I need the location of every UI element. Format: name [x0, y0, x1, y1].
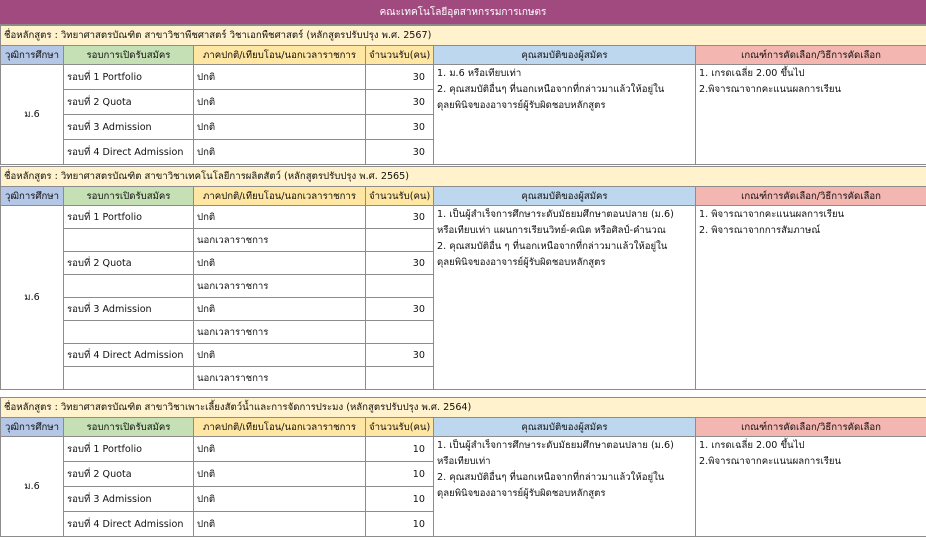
intake-count: 10	[366, 487, 434, 512]
intake-count	[366, 275, 434, 298]
intake-count: 30	[366, 344, 434, 367]
program-type: นอกเวลาราชการ	[194, 321, 366, 344]
program-type: ปกติ	[194, 140, 366, 165]
admission-round: รอบที่ 4 Direct Admission	[64, 512, 194, 537]
program-type: ปกติ	[194, 487, 366, 512]
program-table	[0, 25, 926, 165]
header-round: รอบการเปิดรับสมัคร	[64, 418, 194, 437]
qualification-item: 2. คุณสมบัติอื่นๆ ที่นอกเหนือจากที่กล่าวมาแล้วให้อยู่ในดุลยพินิจของอาจารย์ผู้รับผิดชอบหลักสูตร	[437, 472, 665, 499]
qualification-item: 1. เป็นผู้สำเร็จการศึกษาระดับมัธยมศึกษาตอนปลาย (ม.6) หรือเทียบเท่า	[437, 440, 674, 467]
admission-round	[64, 275, 194, 298]
intake-count	[366, 321, 434, 344]
admission-round: รอบที่ 3 Admission	[64, 298, 194, 321]
program-type: ปกติ	[194, 462, 366, 487]
admission-round	[64, 229, 194, 252]
header-criteria: เกณฑ์การคัดเลือก/วิธีการคัดเลือก	[696, 418, 926, 437]
intake-count	[366, 229, 434, 252]
qualification-item: 2. คุณสมบัติอื่น ๆ ที่นอกเหนือจากที่กล่าวมาแล้วให้อยู่ในดุลยพินิจของอาจารย์ผู้รับผิดชอบหลักสูตร	[437, 241, 668, 268]
header-qualifications: คุณสมบัติของผู้สมัคร	[434, 187, 696, 206]
intake-count: 10	[366, 437, 434, 462]
header-criteria: เกณฑ์การคัดเลือก/วิธีการคัดเลือก	[696, 46, 926, 65]
header-type: ภาคปกติ/เทียบโอน/นอกเวลาราชการ	[194, 418, 366, 437]
selection-criteria	[696, 437, 926, 537]
program-title: ชื่อหลักสูตร : วิทยาศาสตรบัณฑิต สาขาวิชาเพาะเลี้ยงสัตว์น้ำและการจัดการประมง (หลักสูตรปรับปรุง พ.ศ. 2564)	[1, 398, 926, 418]
qualification-item: 2. คุณสมบัติอื่นๆ ที่นอกเหนือจากที่กล่าวมาแล้วให้อยู่ในดุลยพินิจของอาจารย์ผู้รับผิดชอบหลักสูตร	[437, 84, 665, 111]
program-type: ปกติ	[194, 298, 366, 321]
intake-count: 30	[366, 140, 434, 165]
admission-round: รอบที่ 3 Admission	[64, 487, 194, 512]
faculty-banner: คณะเทคโนโลยีอุตสาหกรรมการเกษตร	[0, 0, 926, 25]
program-table	[0, 166, 926, 390]
header-qualifications: คุณสมบัติของผู้สมัคร	[434, 418, 696, 437]
program-type: ปกติ	[194, 115, 366, 140]
program-type: นอกเวลาราชการ	[194, 367, 366, 390]
applicant-qualifications	[434, 437, 696, 537]
table-row	[1, 65, 926, 90]
admission-round: รอบที่ 3 Admission	[64, 115, 194, 140]
admission-round: รอบที่ 2 Quota	[64, 462, 194, 487]
intake-count: 10	[366, 512, 434, 537]
selection-criteria	[696, 65, 926, 165]
selection-criteria	[696, 206, 926, 390]
header-type: ภาคปกติ/เทียบโอน/นอกเวลาราชการ	[194, 46, 366, 65]
header-criteria: เกณฑ์การคัดเลือก/วิธีการคัดเลือก	[696, 187, 926, 206]
admission-round: รอบที่ 4 Direct Admission	[64, 344, 194, 367]
program-type: ปกติ	[194, 65, 366, 90]
criteria-item: 2. พิจารณาจากการสัมภาษณ์	[699, 225, 821, 236]
admission-round	[64, 367, 194, 390]
header-level: วุฒิการศึกษา	[1, 46, 64, 65]
header-type: ภาคปกติ/เทียบโอน/นอกเวลาราชการ	[194, 187, 366, 206]
education-level: ม.6	[1, 206, 64, 390]
intake-count: 30	[366, 206, 434, 229]
header-count: จำนวนรับ(คน)	[366, 418, 434, 437]
header-count: จำนวนรับ(คน)	[366, 46, 434, 65]
program-type: ปกติ	[194, 206, 366, 229]
criteria-item: 1. เกรดเฉลี่ย 2.00 ขึ้นไป	[699, 440, 805, 451]
admission-round: รอบที่ 1 Portfolio	[64, 65, 194, 90]
intake-count: 30	[366, 298, 434, 321]
program-title: ชื่อหลักสูตร : วิทยาศาสตรบัณฑิต สาขาวิชาเทคโนโลยีการผลิตสัตว์ (หลักสูตรปรับปรุง พ.ศ. 2565)	[1, 167, 926, 187]
header-level: วุฒิการศึกษา	[1, 187, 64, 206]
table-row	[1, 206, 926, 229]
header-count: จำนวนรับ(คน)	[366, 187, 434, 206]
header-level: วุฒิการศึกษา	[1, 418, 64, 437]
admission-round	[64, 321, 194, 344]
program-type: ปกติ	[194, 252, 366, 275]
program-type: ปกติ	[194, 90, 366, 115]
intake-count: 30	[366, 65, 434, 90]
program-type: ปกติ	[194, 437, 366, 462]
education-level: ม.6	[1, 437, 64, 537]
criteria-item: 2.พิจารณาจากคะแนนผลการเรียน	[699, 84, 842, 95]
program-table	[0, 397, 926, 537]
admission-round: รอบที่ 2 Quota	[64, 252, 194, 275]
intake-count: 30	[366, 252, 434, 275]
admission-round: รอบที่ 4 Direct Admission	[64, 140, 194, 165]
program-type: นอกเวลาราชการ	[194, 275, 366, 298]
criteria-item: 2.พิจารณาจากคะแนนผลการเรียน	[699, 456, 842, 467]
header-round: รอบการเปิดรับสมัคร	[64, 187, 194, 206]
program-type: ปกติ	[194, 344, 366, 367]
applicant-qualifications	[434, 65, 696, 165]
qualification-item: 1. เป็นผู้สำเร็จการศึกษาระดับมัธยมศึกษาตอนปลาย (ม.6) หรือเทียบเท่า แผนการเรียนวิทย์-คณิต หรือศิลป์-คำนวณ	[437, 209, 674, 236]
header-round: รอบการเปิดรับสมัคร	[64, 46, 194, 65]
admission-round: รอบที่ 1 Portfolio	[64, 206, 194, 229]
intake-count: 10	[366, 462, 434, 487]
qualification-item: 1. ม.6 หรือเทียบเท่า	[437, 68, 522, 79]
applicant-qualifications	[434, 206, 696, 390]
program-type: ปกติ	[194, 512, 366, 537]
admission-round: รอบที่ 1 Portfolio	[64, 437, 194, 462]
program-type: นอกเวลาราชการ	[194, 229, 366, 252]
intake-count: 30	[366, 90, 434, 115]
education-level: ม.6	[1, 65, 64, 165]
admission-round: รอบที่ 2 Quota	[64, 90, 194, 115]
table-row	[1, 437, 926, 462]
criteria-item: 1. พิจารณาจากคะแนนผลการเรียน	[699, 209, 845, 220]
header-qualifications: คุณสมบัติของผู้สมัคร	[434, 46, 696, 65]
program-title: ชื่อหลักสูตร : วิทยาศาสตรบัณฑิต สาขาวิชาพืชศาสตร์ วิชาเอกพืชศาสตร์ (หลักสูตรปรับปรุง พ.ศ. 2567)	[1, 26, 926, 46]
intake-count: 30	[366, 115, 434, 140]
intake-count	[366, 367, 434, 390]
criteria-item: 1. เกรดเฉลี่ย 2.00 ขึ้นไป	[699, 68, 805, 79]
